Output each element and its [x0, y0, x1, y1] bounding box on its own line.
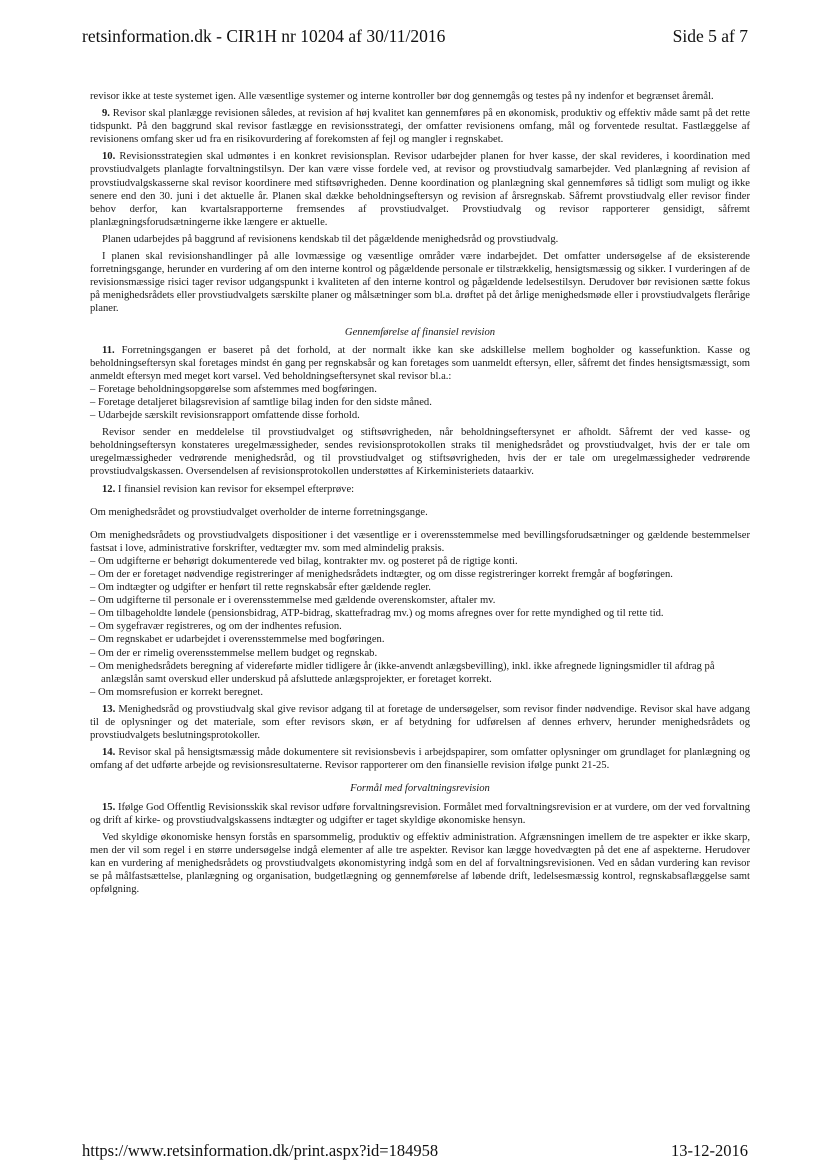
list-item: – Om udgifterne til personale er i overensstemmelse med gældende overenskomster, aftaler mv. [90, 595, 496, 607]
paragraph: Revisor sender en meddelelse til provstiudvalget og stiftsøvrigheden, når beholdningseftersynet er afholdt. Såfremt der ved kasse- og beholdningseftersyn konstateres uregelmæssigheder, sendes revisionsprotokollen straks til menighedsrådet og provstiudvalget, hvis der er tale om uregelmæssigheder vedrørende menighedsråd, og til provstiudvalget og stiftsøvrigheden, hvis der er tale om uregelmæssigheder vedrørende provstiudvalgskassen. Oversendelsen af revisionsprotokollen understøttes af Kirkeministeriets dataarkiv. [90, 427, 750, 478]
list-item: – Om menighedsrådets beregning af videreførte midler tidligere år (ikke-anvendt anlægsbevilling), inkl. ikke afregnede ligningsmidler til afdrag på anlægslån samt overskud eller underskud på afsluttede anlægsprojekter, er foretaget korrekt. [90, 660, 715, 685]
list-item: – Om sygefravær registreres, og om der indhentes refusion. [90, 621, 342, 633]
page-number: Side 5 af 7 [672, 26, 748, 46]
list-item: – Om tilbageholdte løndele (pensionsbidrag, ATP-bidrag, skattefradrag mv.) og moms afregnes over for rette myndighed og til rette tid. [90, 608, 664, 620]
page-header [82, 26, 748, 50]
paragraph-12 [90, 483, 750, 496]
paragraph-text: Menighedsråd og provstiudvalg skal give revisor adgang til at foretage de undersøgelser, som revisor finder nødvendige. Revisor skal have adgang til de oplysninger og det materiale, som efter revisors skøn, er af betydning for udførelsen af dennes erhverv, herunder menighedsrådets og provstiudvalgets beslutningsprotokoller. [90, 703, 750, 742]
document-body [90, 90, 750, 896]
paragraph-15 [90, 801, 750, 827]
paragraph-number: 10. [102, 151, 116, 163]
paragraph-14 [90, 746, 750, 772]
print-date: 13-12-2016 [671, 1141, 748, 1160]
paragraph-number: 14. [102, 747, 116, 759]
paragraph: Ved skyldige økonomiske hensyn forstås en sparsommelig, produktiv og effektiv administration. Afgrænsningen imellem de tre aspekter er ikke skarp, men der vil som regel i en større undersøgelse indgå elementer af alle tre aspekter. Revisor kan lægge hovedvægten på det ene af aspekterne. Herudover kan en vurdering af menighedsrådets og provstiudvalgets økonomistyring indgå som en del af forvaltningsrevisionen. Ved en sådan vurdering kan revisor se på målfastsættelse, planlægning og organisation, budgetlægning og gennemførelse af løbende drift, ledelsesmæssig kontrol, regnskabsaflæggelse samt opfølgning. [90, 831, 750, 896]
paragraph-number: 11. [102, 344, 115, 356]
paragraph: Om menighedsrådet og provstiudvalget overholder de interne forretningsgange. [90, 506, 428, 518]
paragraph-number: 13. [102, 703, 116, 715]
paragraph-number: 12. [102, 483, 116, 495]
paragraph-text: Revisor skal planlægge revisionen således, at revision af høj kvalitet kan gennemføres på en økonomisk, produktiv og effektiv måde samt på det rette tidspunkt. På den baggrund skal revisor fastlægge en revisionsstrategi, der omfatter revisionens omfang, mål og forventede resultat. Fastlæggelse af revisionens omfang sker ud fra en risikovurdering af forekomsten af fejl og mangler i regnskabet. [90, 108, 751, 146]
paragraph-text: Forretningsgangen er baseret på det forhold, at der normalt ikke kan ske adskillelse mellem bogholder og kassefunktion. Kasse og beholdningseftersyn skal foretages mindst én gang per regnskabsår og kan foretages som uanmeldt eftersyn, eller, såfremt det findes hensigtsmæssigt, som anmeldt eftersyn med meget kort varsel. Ved beholdningseftersynet skal revisor bl.a.: [90, 344, 750, 382]
paragraph: I planen skal revisionshandlinger på alle lovmæssige og væsentlige områder være indarbejdet. Det omfatter undersøgelse af de eksisterende forretningsgange, herunder en vurdering af om den interne kontrol og pågældende personale er tilstrækkelig, hensigtsmæssig og sikker. I vurderingen af de revisionsmæssige risici tager revisor udgangspunkt i kvaliteten af den interne kontrol og pågældende ledelsestilsyn. Derudover bør revisionen sætte fokus på menighedsrådets eller provstiudvalgets særskilte planer og målsætninger som bl.a. drøftet på det årlige menighedsmøde eller i provstiudvalgets flerårige planer. [90, 251, 750, 315]
paragraph-10 [90, 150, 750, 229]
paragraph: revisor ikke at teste systemet igen. Alle væsentlige systemer og interne kontroller bør dog gennemgås og testes på ny indenfor et begrænset åremål. [90, 91, 714, 102]
paragraph-text: Ifølge God Offentlig Revisionsskik skal revisor udføre forvaltningsrevision. Formålet med forvaltningsrevision er at vurdere, om der ved forvaltning og drift af kirke- og provstiudvalgskassens indtægter og udgifter er taget skyldige økonomiske hensyn. [90, 801, 750, 826]
document-title: retsinformation.dk - CIR1H nr 10204 af 30/11/2016 [82, 26, 446, 46]
paragraph-text: Revisor skal på hensigtsmæssig måde dokumentere sit revisionsbevis i arbejdspapirer, som omfatter oplysninger om grundlaget for planlægning og omfang af det udførte arbejde og revisionsresultaterne. Revisor rapporterer om den finansielle revision ifølge punkt 21-25. [90, 747, 750, 772]
paragraph-text: I finansiel revision kan revisor for eksempel efterprøve: [117, 483, 355, 495]
source-url[interactable]: https://www.retsinformation.dk/print.aspx?id=184958 [82, 1141, 439, 1160]
section-heading: Gennemførelse af finansiel revision [344, 326, 496, 338]
list-item: – Om regnskabet er udarbejdet i overensstemmelse med bogføringen. [90, 634, 385, 646]
section-heading: Formål med forvaltningsrevision [350, 783, 490, 795]
paragraph: Planen udarbejdes på baggrund af revisionens kendskab til det pågældende menighedsråd og provstiudvalg. [102, 233, 559, 245]
paragraph-9 [90, 107, 750, 146]
list-item: – Om der er rimelig overensstemmelse mellem budget og regnskab. [90, 647, 378, 659]
page-footer [82, 1141, 748, 1163]
list-item: – Om indtægter og udgifter er henført til rette regnskabsår efter gældende regler. [90, 582, 431, 594]
list-item: – Om der er foretaget nødvendige registreringer af menighedsrådets indtægter, og om disse registreringer korrekt fremgår af bogføringen. [90, 569, 673, 580]
paragraph-number: 15. [102, 801, 116, 813]
paragraph-11 [90, 344, 750, 383]
paragraph-13 [90, 703, 750, 742]
paragraph-text: Revisionsstrategien skal udmøntes i en konkret revisionsplan. Revisor udarbejder planen for hver kasse, der skal revideres, i koordination med provstiudvalgets planlagte forvaltningstilsyn. Der kan være visse fordele ved, at revisor og provstiudvalg samarbejder. Ved planlægning af revision af provstiudvalgskasserne skal revisor koordinere med stiftsøvrigheden. Denne koordination og planlægning skal gennemføres så tidligt som muligt og ikke senere end den 30. juni i det aktuelle år. Planen skal dække beholdningseftersyn og revision af årsregnskab. Såfremt provstiudvalg eller revisor finder behov derfor, kan kvartalsrapporterne fremsendes af provstiudvalget. Provstiudvalg og revisor rapporterer gensidigt, såfremt planlægningsforudsætningerne ikke længere er aktuelle. [90, 151, 751, 228]
list-item: – Foretage beholdningsopgørelse som afstemmes med bogføringen. [90, 383, 377, 395]
paragraph: Om menighedsrådets og provstiudvalgets dispositioner i det væsentlige er i overensstemmelse med bevillingsforudsætninger og gældende bestemmelser fastsat i love, administrative forskrifter, vedtægter mv. som med almindelig praksis. [90, 529, 750, 554]
list-item: – Udarbejde særskilt revisionsrapport omfattende disse forhold. [90, 410, 360, 422]
paragraph-number: 9. [102, 108, 110, 120]
list-item: – Foretage detaljeret bilagsrevision af samtlige bilag inden for den sidste måned. [90, 396, 432, 408]
list-item: – Om udgifterne er behørigt dokumenterede ved bilag, kontrakter mv. og posteret på de rigtige konti. [90, 555, 518, 567]
list-item: – Om momsrefusion er korrekt beregnet. [90, 686, 263, 698]
